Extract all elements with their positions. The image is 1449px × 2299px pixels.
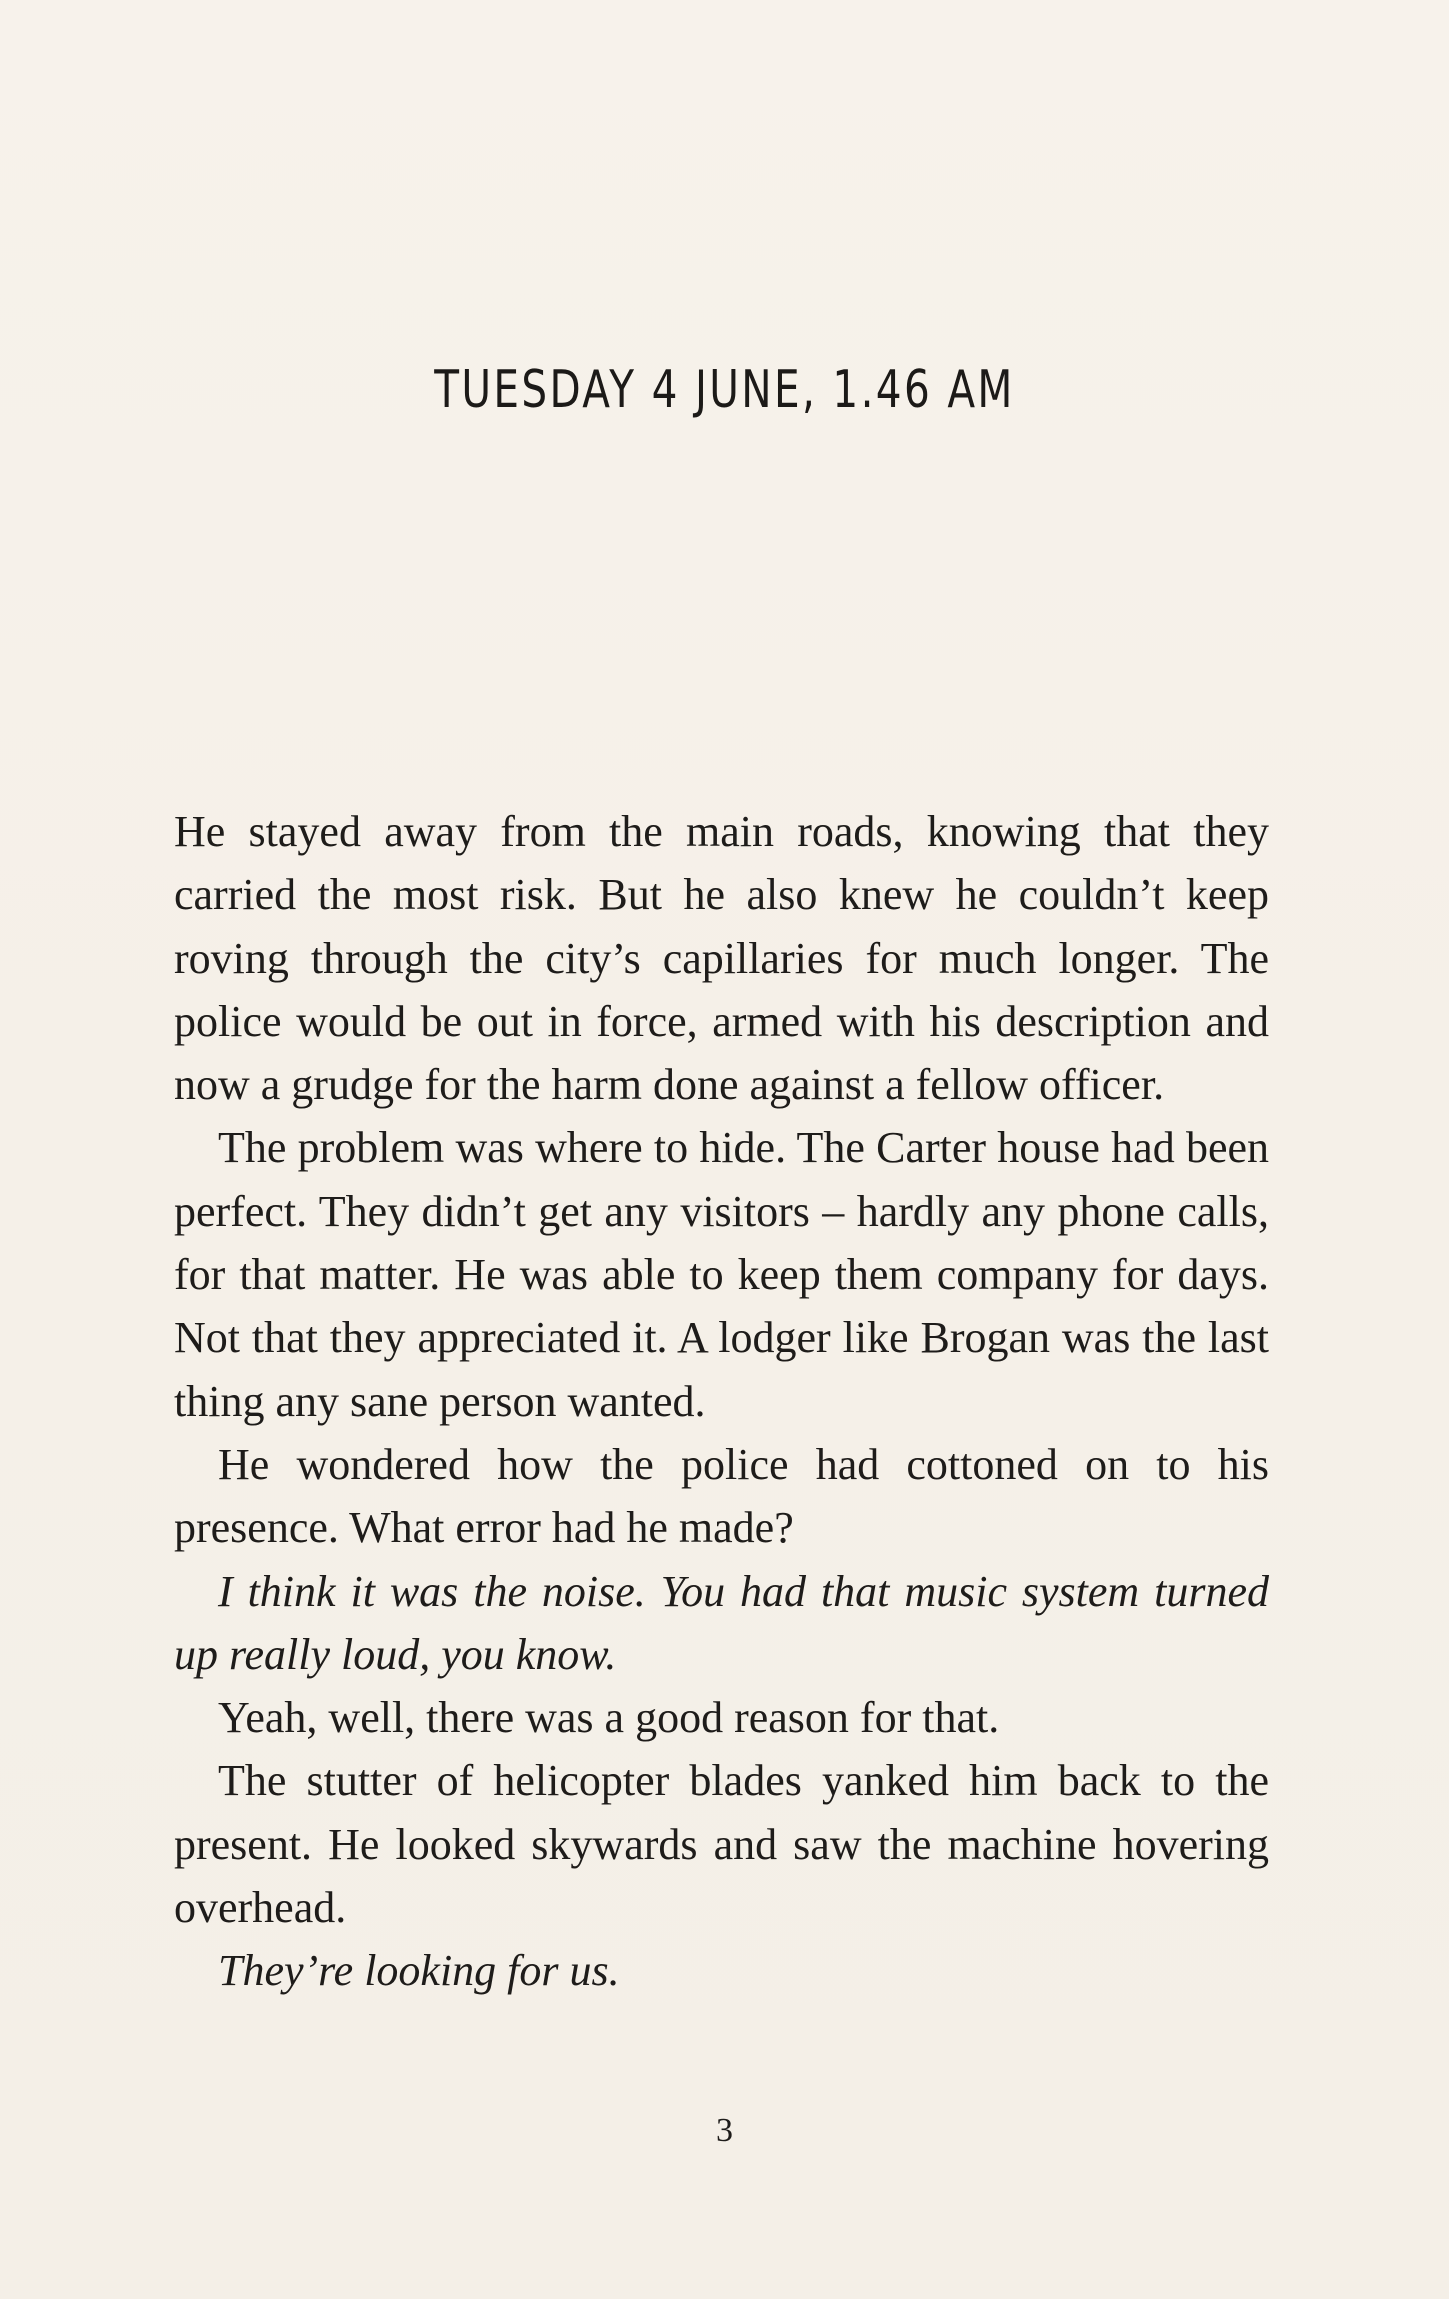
italic-paragraph: I think it was the noise. You had that music system turned up really loud, you know.	[174, 1566, 1269, 1679]
paragraph: The stutter of helicopter blades yanked him back to the present. He looked skywards and saw the machine hovering overhead.	[174, 1756, 1269, 1933]
paragraph: Yeah, well, there was a good reason for that.	[218, 1693, 1000, 1743]
paragraph: He wondered how the police had cottoned on to his presence. What error had he made?	[174, 1439, 1269, 1553]
chapter-heading: TUESDAY 4 JUNE, 1.46 AM	[434, 360, 1015, 420]
paragraph: The problem was where to hide. The Carter house had been perfect. They didn’t get any visitors – hardly any phone calls, for that matter. He was able to keep them company for days. Not that they appreciated it. A lodger like Brogan was the last thing any sane person wanted.	[174, 1123, 1269, 1426]
italic-paragraph: They’re looking for us.	[218, 1946, 620, 1996]
paragraph: He stayed away from the main roads, knowing that they carried the most risk. But he also knew he couldn’t keep roving through the city’s capillaries for much longer. The police would be out in force, armed with his description and now a grudge for the harm done against a fellow officer.	[174, 807, 1269, 1110]
page-number: 3	[716, 2112, 733, 2149]
body-text	[174, 800, 1269, 2003]
